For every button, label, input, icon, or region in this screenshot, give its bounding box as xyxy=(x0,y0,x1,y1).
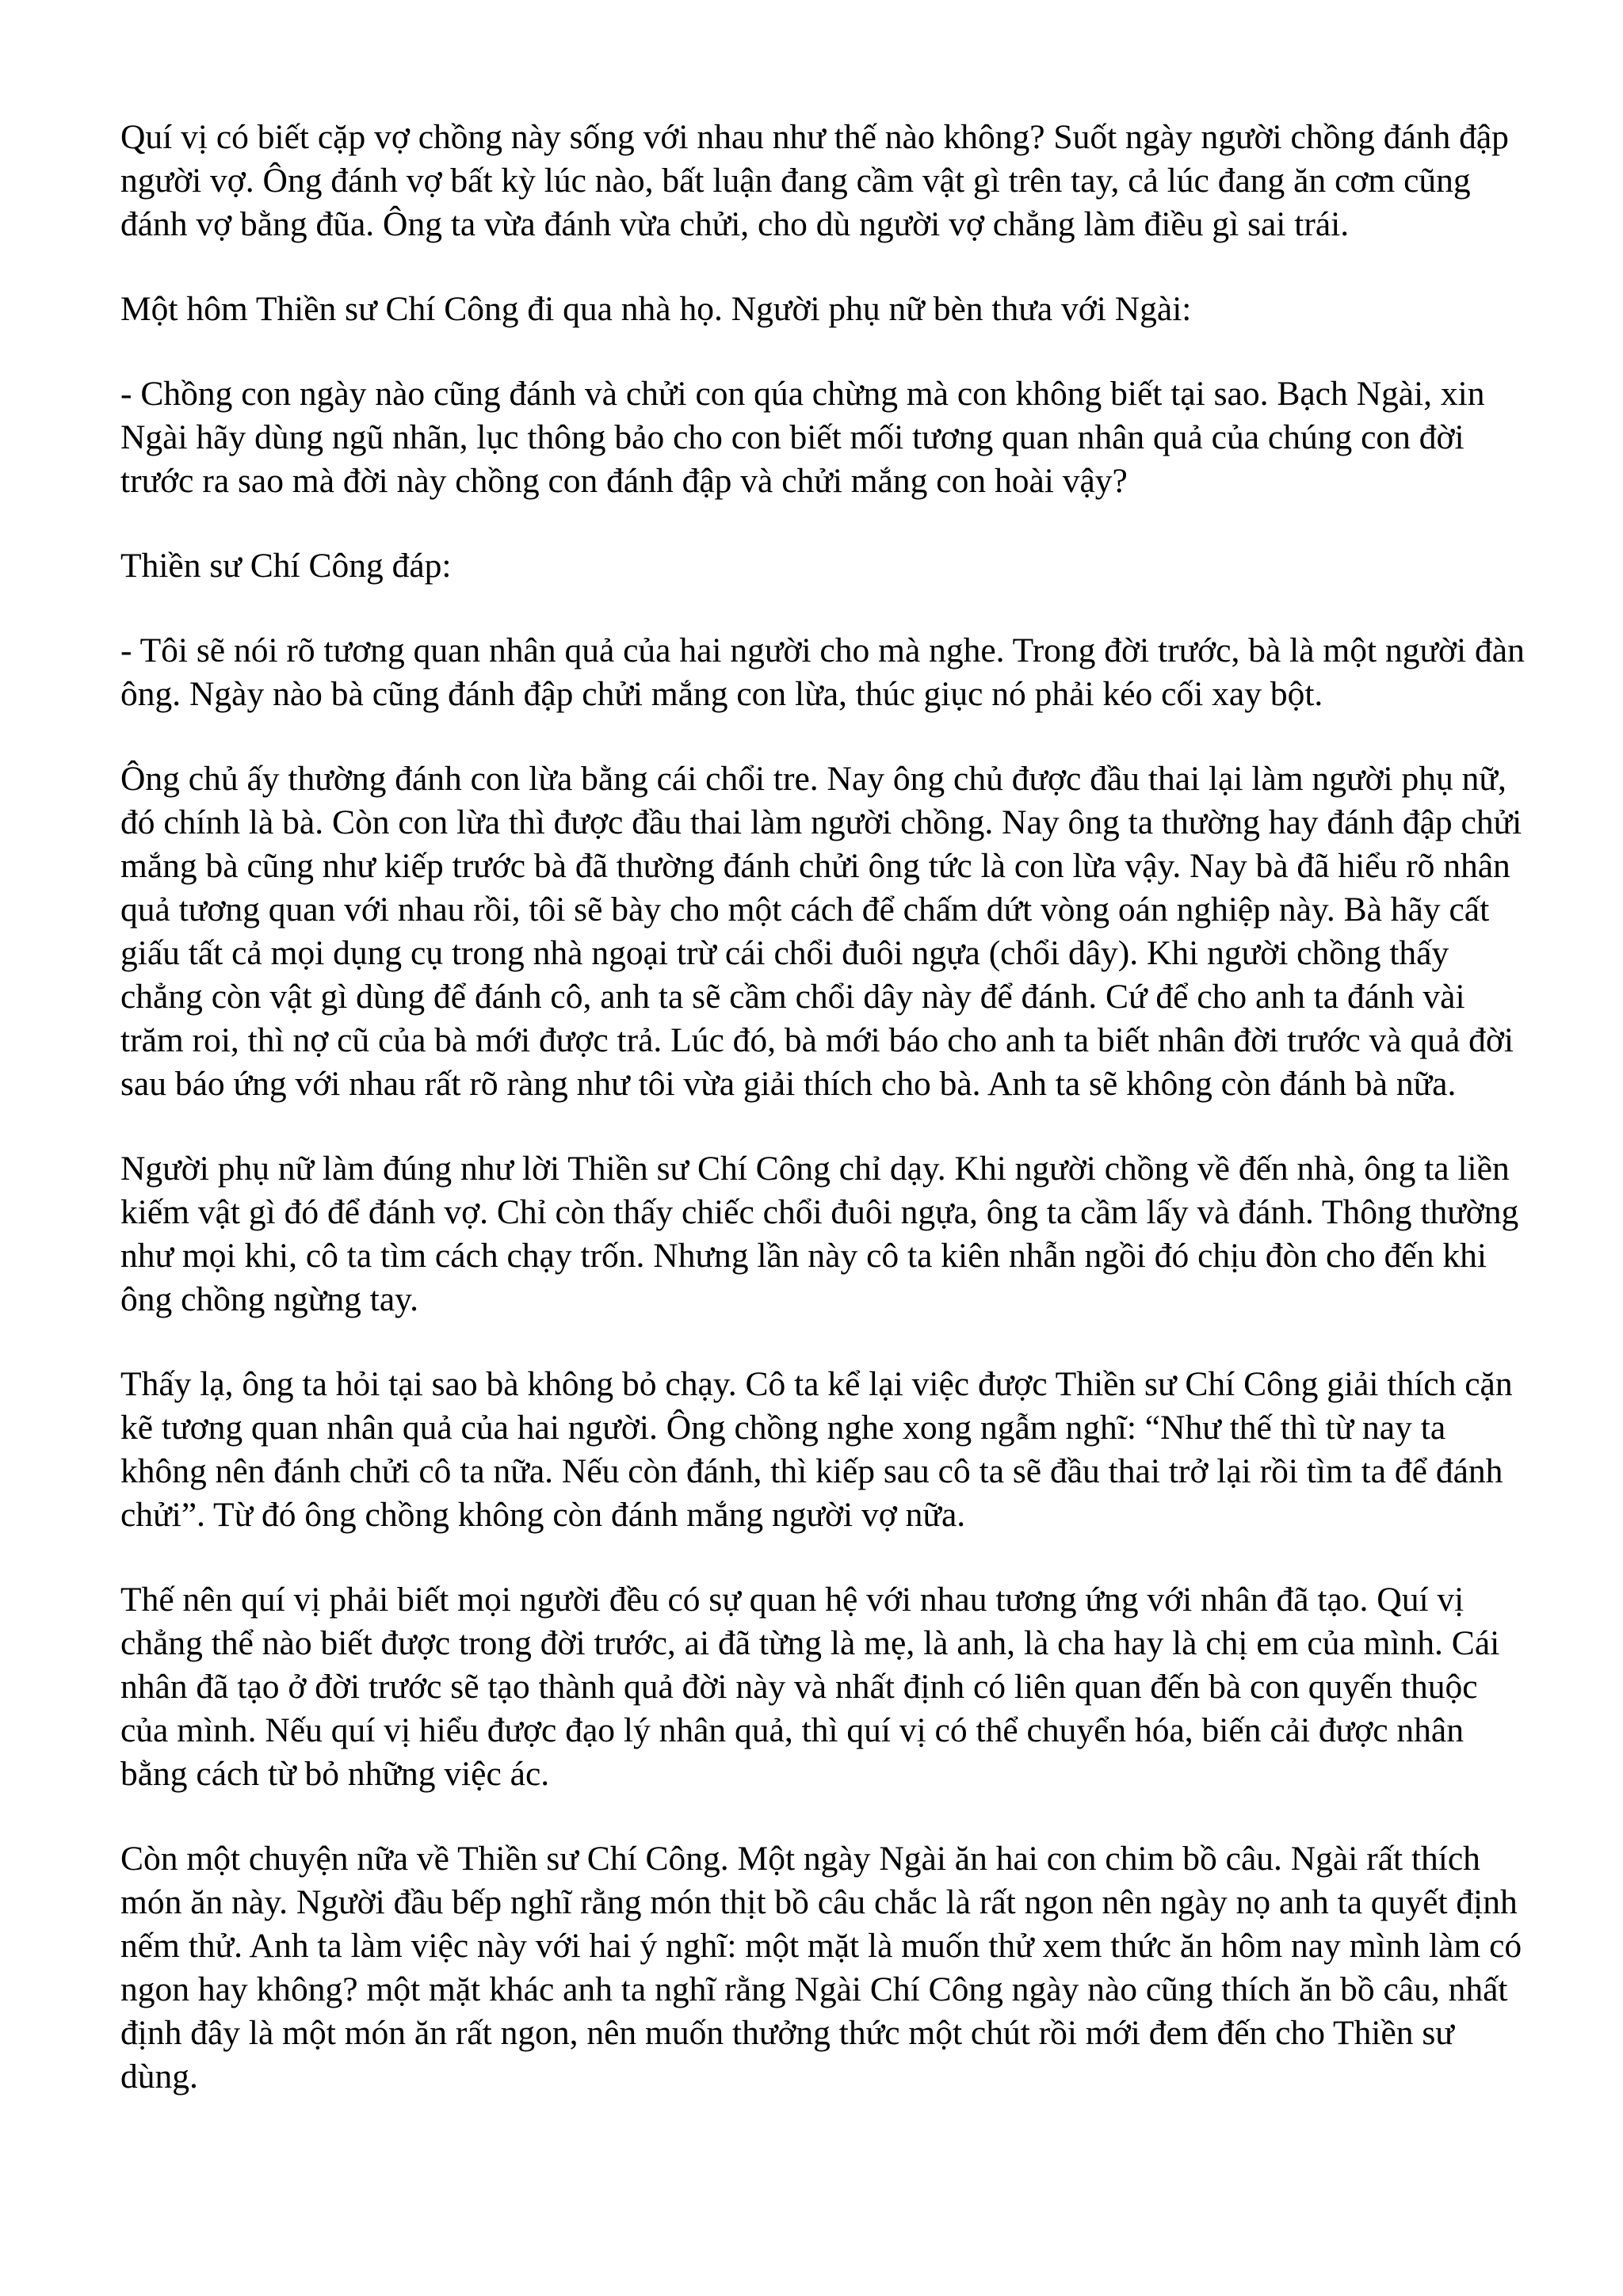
paragraph-2: Một hôm Thiền sư Chí Công đi qua nhà họ. Người phụ nữ bèn thưa với Ngài: xyxy=(120,290,1192,328)
paragraph-3: - Chồng con ngày nào cũng đánh và chửi con qúa chừng mà con không biết tại sao. Bạch Ngài, xin Ngài hãy dùng ngũ nhãn, lục thông bảo cho con biết mối tương quan nhân quả của chúng con đời trước ra sao mà đời này chồng con đánh đập và chửi mắng con hoài vậy? xyxy=(120,375,1485,500)
paragraph-1: Quí vị có biết cặp vợ chồng này sống với nhau như thế nào không? Suốt ngày người chồng đánh đập người vợ. Ông đánh vợ bất kỳ lúc nào, bất luận đang cầm vật gì trên tay, cả lúc đang ăn cơm cũng đánh vợ bằng đũa. Ông ta vừa đánh vừa chửi, cho dù người vợ chẳng làm điều gì sai trái. xyxy=(120,118,1509,243)
document-page xyxy=(120,116,1527,2099)
paragraph-10: Còn một chuyện nữa về Thiền sư Chí Công. Một ngày Ngài ăn hai con chim bồ câu. Ngài rất thích món ăn này. Người đầu bếp nghĩ rằng món thịt bồ câu chắc là rất ngon nên ngày nọ anh ta quyết định nếm thử. Anh ta làm việc này với hai ý nghĩ: một mặt là muốn thử xem thức ăn hôm nay mình làm có ngon hay không? một mặt khác anh ta nghĩ rằng Ngài Chí Công ngày nào cũng thích ăn bồ câu, nhất định đây là một món ăn rất ngon, nên muốn thưởng thức một chút rồi mới đem đến cho Thiền sư dùng. xyxy=(120,1840,1522,2096)
paragraph-9: Thế nên quí vị phải biết mọi người đều có sự quan hệ với nhau tương ứng với nhân đã tạo. Quí vị chẳng thể nào biết được trong đời trước, ai đã từng là mẹ, là anh, là cha hay là chị em của mình. Cái nhân đã tạo ở đời trước sẽ tạo thành quả đời này và nhất định có liên quan đến bà con quyến thuộc của mình. Nếu quí vị hiểu được đạo lý nhân quả, thì quí vị có thể chuyển hóa, biến cải được nhân bằng cách từ bỏ những việc ác. xyxy=(120,1581,1500,1793)
paragraph-4: Thiền sư Chí Công đáp: xyxy=(120,547,452,585)
paragraph-7: Người phụ nữ làm đúng như lời Thiền sư Chí Công chỉ dạy. Khi người chồng về đến nhà, ông ta liền kiếm vật gì đó để đánh vợ. Chỉ còn thấy chiếc chổi đuôi ngựa, ông ta cầm lấy và đánh. Thông thường như mọi khi, cô ta tìm cách chạy trốn. Nhưng lần này cô ta kiên nhẫn ngồi đó chịu đòn cho đến khi ông chồng ngừng tay. xyxy=(120,1150,1519,1318)
paragraph-5: - Tôi sẽ nói rõ tương quan nhân quả của hai người cho mà nghe. Trong đời trước, bà là một người đàn ông. Ngày nào bà cũng đánh đập chửi mắng con lừa, thúc giục nó phải kéo cối xay bột. xyxy=(120,631,1525,713)
paragraph-6: Ông chủ ấy thường đánh con lừa bằng cái chổi tre. Nay ông chủ được đầu thai lại làm người phụ nữ, đó chính là bà. Còn con lừa thì được đầu thai làm người chồng. Nay ông ta thường hay đánh đập chửi mắng bà cũng như kiếp trước bà đã thường đánh chửi ông tức là con lừa vậy. Nay bà đã hiểu rõ nhân quả tương quan với nhau rồi, tôi sẽ bày cho một cách để chấm dứt vòng oán nghiệp này. Bà hãy cất giấu tất cả mọi dụng cụ trong nhà ngoại trừ cái chổi đuôi ngựa (chổi dây). Khi người chồng thấy chẳng còn vật gì dùng để đánh cô, anh ta sẽ cầm chổi dây này để đánh. Cứ để cho anh ta đánh vài trăm roi, thì nợ cũ của bà mới được trả. Lúc đó, bà mới báo cho anh ta biết nhân đời trước và quả đời sau báo ứng với nhau rất rõ ràng như tôi vừa giải thích cho bà. Anh ta sẽ không còn đánh bà nữa. xyxy=(120,760,1522,1103)
paragraph-8: Thấy lạ, ông ta hỏi tại sao bà không bỏ chạy. Cô ta kể lại việc được Thiền sư Chí Công giải thích cặn kẽ tương quan nhân quả của hai người. Ông chồng nghe xong ngẫm nghĩ: “Như thế thì từ nay ta không nên đánh chửi cô ta nữa. Nếu còn đánh, thì kiếp sau cô ta sẽ đầu thai trở lại rồi tìm ta để đánh chửi”. Từ đó ông chồng không còn đánh mắng người vợ nữa. xyxy=(120,1365,1513,1534)
